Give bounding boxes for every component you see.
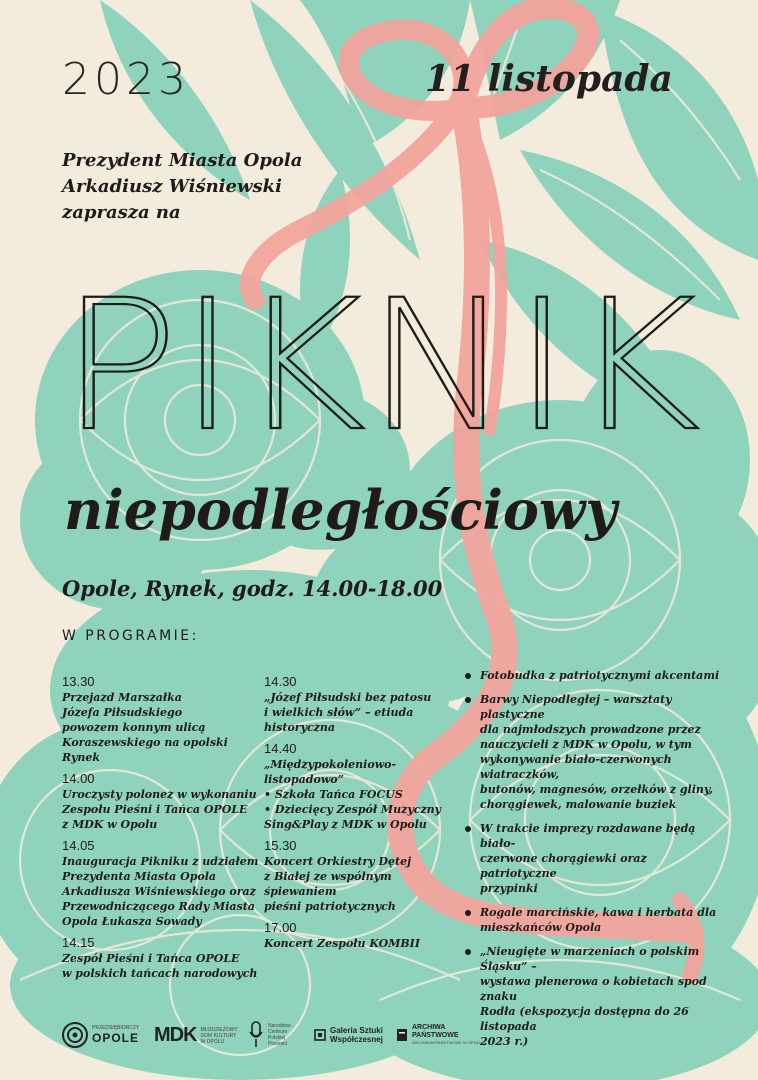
invitation-line: Arkadiusz Wiśniewski	[62, 176, 282, 197]
program-description: Koncert Orkiestry Dętej z Białej ze wspólnym śpiewaniem pieśni patriotycznych	[264, 855, 412, 913]
attraction-text: Rogale marcińskie, kawa i herbata dla mieszkańców Opola	[480, 906, 717, 934]
logo-mdk-mark: MDK	[154, 1024, 197, 1046]
program-description: „Józef Piłsudski bez patosu i wielkich słów” – etiuda historyczna	[264, 691, 432, 734]
bullet-icon	[465, 949, 471, 955]
invitation-line: Prezydent Miasta Opola	[62, 150, 303, 171]
program-column-1	[62, 668, 262, 981]
program-time: 14.00	[62, 771, 95, 786]
program-item	[264, 919, 459, 951]
program-time: 14.30	[264, 674, 297, 689]
attraction-text: Barwy Niepodległej – warsztaty plastyczne dla najmłodszych prowadzone przez nauczycieli z MDK w Opolu, w tym wykonywanie biało-czerwonych wiatraczków, butonów, magnesów, orzełków z gliny, chorągiewek, malowanie buziek	[480, 693, 714, 811]
invitation-line: zaprasza na	[62, 202, 181, 223]
event-location: Opole, Rynek, godz. 14.00-18.00	[62, 576, 443, 601]
program-item	[264, 740, 459, 832]
partner-logos	[0, 1012, 758, 1062]
logo-mdk-text: MŁODZIEŻOWY DOM KULTURY W OPOLU	[200, 1026, 238, 1045]
program-time: 14.40	[264, 741, 297, 756]
program-item	[62, 770, 262, 832]
archive-icon	[396, 1028, 408, 1042]
invitation-text	[62, 148, 302, 226]
program-item	[264, 837, 459, 914]
logo-nccpp	[248, 1020, 291, 1050]
title-piknik	[60, 288, 710, 448]
program-heading: W PROGRAMIE:	[62, 628, 199, 644]
bullet-icon	[465, 910, 471, 916]
bullet-icon	[465, 826, 471, 832]
program-description: „Międzypokoleniowo- listopadowo” • Szkoła Tańca FOCUS • Dziecięcy Zespół Muzyczny Sing&Play z MDK w Opolu	[264, 758, 442, 831]
program-time: 17.00	[264, 920, 297, 935]
attraction-text: W trakcie imprezy rozdawane będą biało- czerwone chorągiewki oraz patriotyczne przypinki	[480, 822, 696, 895]
program-time: 14.15	[62, 935, 95, 950]
microphone-icon	[248, 1020, 264, 1050]
program-column-3	[462, 668, 722, 1058]
logo-nccpp-text: Narodowe Centrum Polskiej Piosenki	[268, 1023, 291, 1047]
logo-opole-text: OPOLE	[92, 1031, 140, 1045]
year: 2023	[62, 54, 190, 105]
program-column-2	[264, 668, 459, 951]
event-date: 11 listopada	[425, 58, 673, 100]
opole-emblem-icon	[62, 1022, 88, 1048]
bullet-icon	[465, 673, 471, 679]
attraction-item	[462, 692, 722, 812]
bullet-icon	[465, 697, 471, 703]
attraction-item	[462, 668, 722, 683]
program-item	[62, 673, 262, 765]
program-time: 14.05	[62, 838, 95, 853]
program-item	[62, 934, 262, 981]
attraction-text: Fotobudka z patriotycznymi akcentami	[480, 669, 720, 682]
galeria-square-icon	[314, 1029, 326, 1041]
program-description: Inauguracja Pikniku z udziałem Prezydenta Miasta Opola Arkadiusza Wiśniewskiego oraz Przewodniczącego Rady Miasta Opola Łukasza Sowady	[62, 855, 259, 928]
program-description: Koncert Zespołu KOMBII	[264, 937, 420, 950]
attraction-item	[462, 905, 722, 935]
program-description: Przejazd Marszałka Józefa Piłsudskiego powozem konnym ulicą Koraszewskiego na opolski Rynek	[62, 691, 228, 764]
logo-opole	[62, 1022, 139, 1048]
attraction-item	[462, 821, 722, 896]
program-item	[264, 673, 459, 735]
logo-galeria-text: Galeria Sztuki Współczesnej	[330, 1026, 383, 1044]
title-subtitle: niepodległościowy	[64, 478, 617, 542]
program-description: Uroczysty polonez w wykonaniu Zespołu Pieśni i Tańca OPOLE z MDK w Opolu	[62, 788, 257, 831]
program-time: 13.30	[62, 674, 95, 689]
program-description: Zespół Pieśni i Tańca OPOLE w polskich tańcach narodowych	[62, 952, 258, 980]
logo-archiwa-text: ARCHIWA PAŃSTWOWE	[412, 1024, 459, 1039]
logo-opole-small-text: PRZEDSIĘBIORCZY	[92, 1025, 140, 1031]
logo-archiwa-small-text: ARCHIWUM PAŃSTWOWE W OPOLU	[412, 1040, 482, 1045]
logo-galeria	[314, 1026, 383, 1044]
logo-mdk	[154, 1024, 238, 1047]
program-time: 15.30	[264, 838, 297, 853]
title-piknik-text: PIKNIK	[60, 288, 700, 448]
attraction-text: „Nieugięte w marzeniach o polskim Śląsku” – wystawa plenerowa o kobietach spod znaku Rodła (ekspozycja dostępna do 26 listopada 2023 r.)	[480, 945, 707, 1048]
program-item	[62, 837, 262, 929]
logo-archiwa	[396, 1024, 482, 1045]
